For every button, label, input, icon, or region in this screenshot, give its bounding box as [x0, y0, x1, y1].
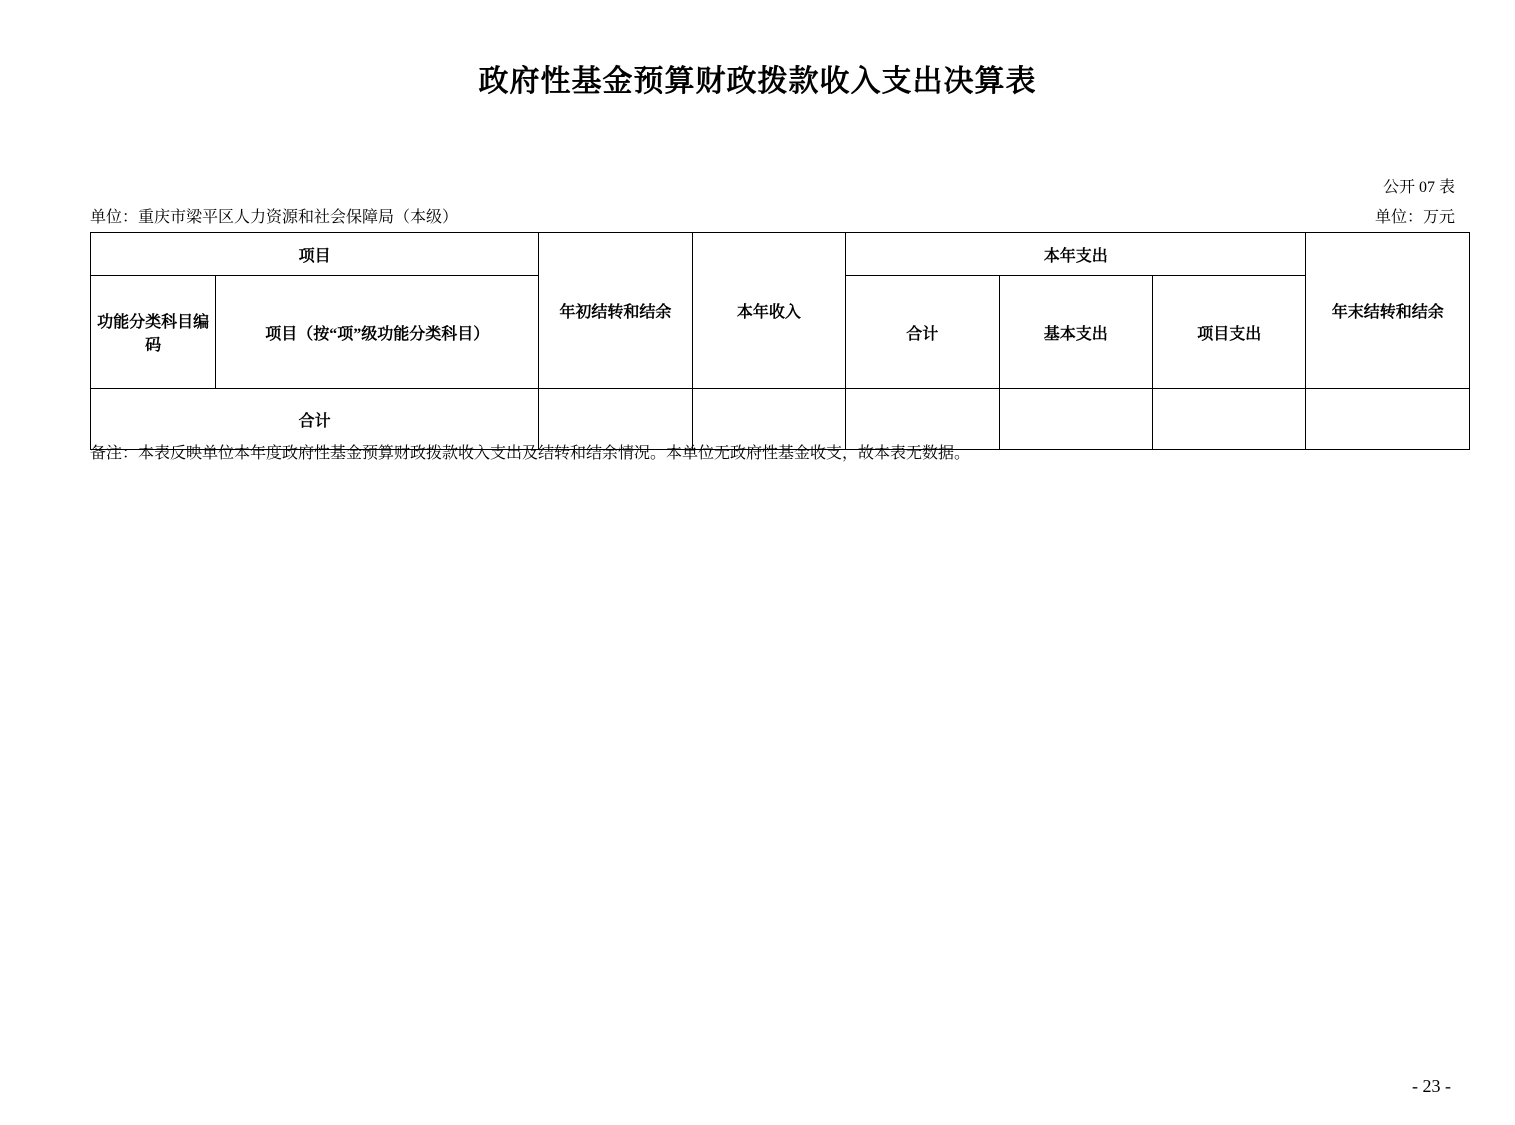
meta-row — [90, 204, 1455, 227]
header-project-name: 项目（按“项”级功能分类科目） — [216, 276, 539, 389]
total-expense-total — [846, 389, 999, 450]
header-end-balance: 年末结转和结余 — [1306, 233, 1470, 389]
table-header-row-1 — [91, 233, 1470, 276]
total-end-balance — [1306, 389, 1470, 450]
header-basic-expense: 基本支出 — [999, 276, 1152, 389]
unit-label: 单位：重庆市梁平区人力资源和社会保障局（本级） — [90, 209, 459, 226]
header-begin-balance: 年初结转和结余 — [539, 233, 692, 389]
budget-table — [90, 232, 1470, 450]
header-year-expense-group: 本年支出 — [846, 233, 1306, 276]
total-row-label: 合计 — [91, 389, 539, 450]
header-project-group: 项目 — [91, 233, 539, 276]
page-title: 政府性基金预算财政拨款收入支出决算表 — [478, 65, 1037, 98]
amount-unit-label: 单位：万元 — [1374, 209, 1455, 226]
total-project-expense — [1152, 389, 1305, 450]
total-begin-balance — [539, 389, 692, 450]
page-number: - 23 - — [1412, 1076, 1451, 1096]
header-function-code: 功能分类科目编码 — [91, 276, 216, 389]
sheet-number: 公开 07 表 — [1382, 179, 1455, 196]
header-expense-total: 合计 — [846, 276, 999, 389]
table-row — [91, 389, 1470, 450]
header-year-income: 本年收入 — [692, 233, 845, 389]
total-year-income — [692, 389, 845, 450]
document-page — [0, 56, 1515, 1125]
total-basic-expense — [999, 389, 1152, 450]
header-project-expense: 项目支出 — [1152, 276, 1305, 389]
table-note: 备注：本表反映单位本年度政府性基金预算财政拨款收入支出及结转和结余情况。本单位无政府性基金收支，故本表无数据。 — [90, 445, 971, 462]
